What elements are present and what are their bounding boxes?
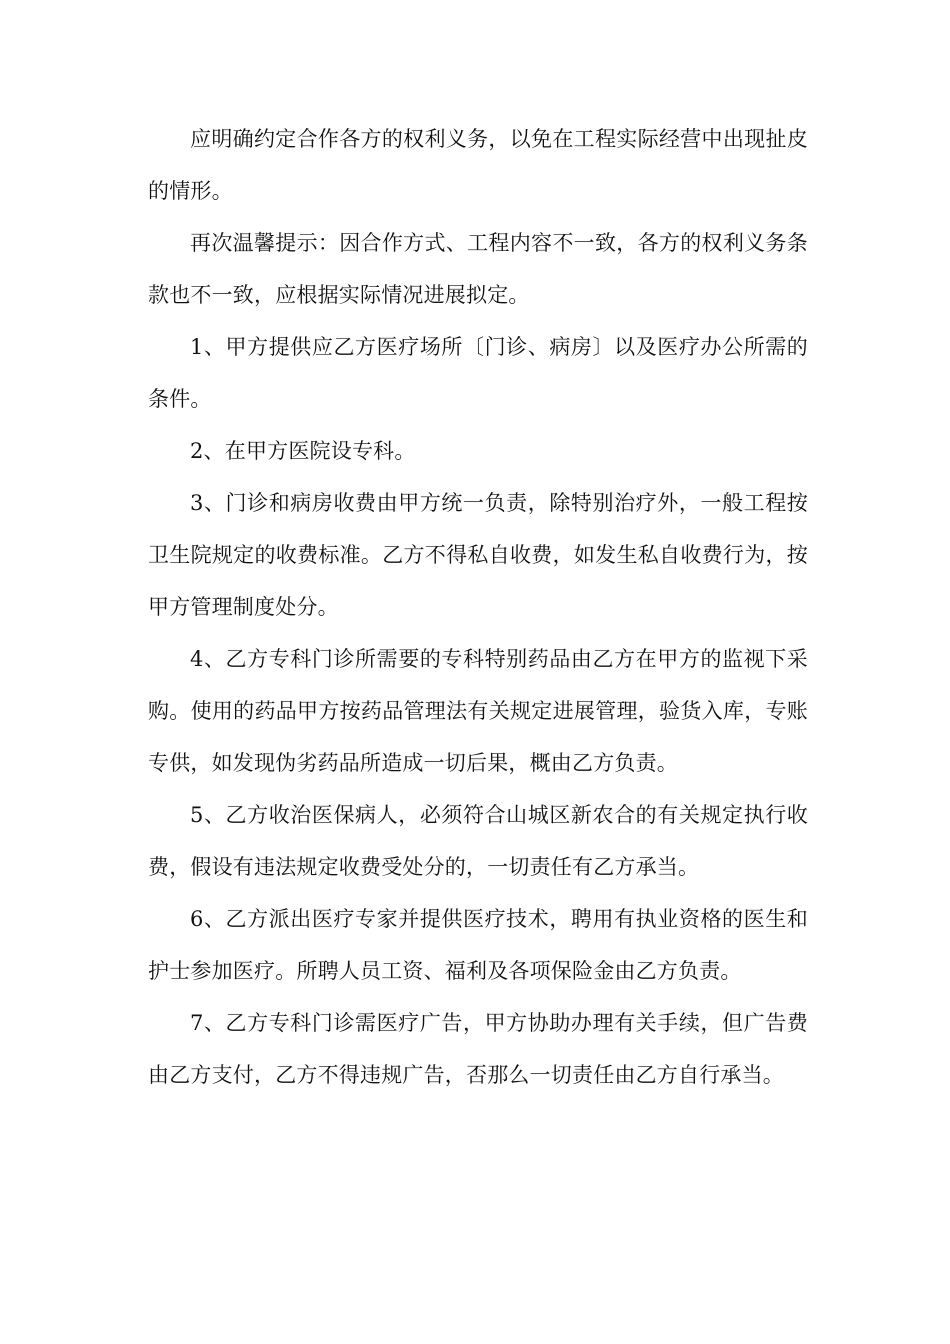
- paragraph-reminder: 再次温馨提示：因合作方式、工程内容不一致，各方的权利义务条款也不一致，应根据实际情况进展拟定。: [148, 231, 808, 307]
- clause-6: 6、乙方派出医疗专家并提供医疗技术，聘用有执业资格的医生和护士参加医疗。所聘人员工资、福利及各项保险金由乙方负责。: [148, 907, 808, 983]
- document-body: [148, 113, 808, 1101]
- clause-5: 5、乙方收治医保病人，必须符合山城区新农合的有关规定执行收费，假设有违法规定收费受处分的，一切责任有乙方承当。: [148, 803, 808, 879]
- clause-7: 7、乙方专科门诊需医疗广告，甲方协助办理有关手续，但广告费由乙方支付，乙方不得违规广告，否那么一切责任由乙方自行承当。: [148, 1011, 808, 1087]
- clause-3: 3、门诊和病房收费由甲方统一负责，除特别治疗外，一般工程按卫生院规定的收费标准。乙方不得私自收费，如发生私自收费行为，按甲方管理制度处分。: [148, 491, 808, 619]
- paragraph-rights-obligations: 应明确约定合作各方的权利义务，以免在工程实际经营中出现扯皮的情形。: [148, 127, 808, 203]
- clause-1: 1、甲方提供应乙方医疗场所〔门诊、病房〕以及医疗办公所需的条件。: [148, 335, 808, 411]
- clause-2: 2、在甲方医院设专科。: [190, 439, 416, 463]
- clause-4: 4、乙方专科门诊所需要的专科特别药品由乙方在甲方的监视下采购。使用的药品甲方按药品管理法有关规定进展管理，验货入库，专账专供，如发现伪劣药品所造成一切后果，概由乙方负责。: [148, 647, 808, 775]
